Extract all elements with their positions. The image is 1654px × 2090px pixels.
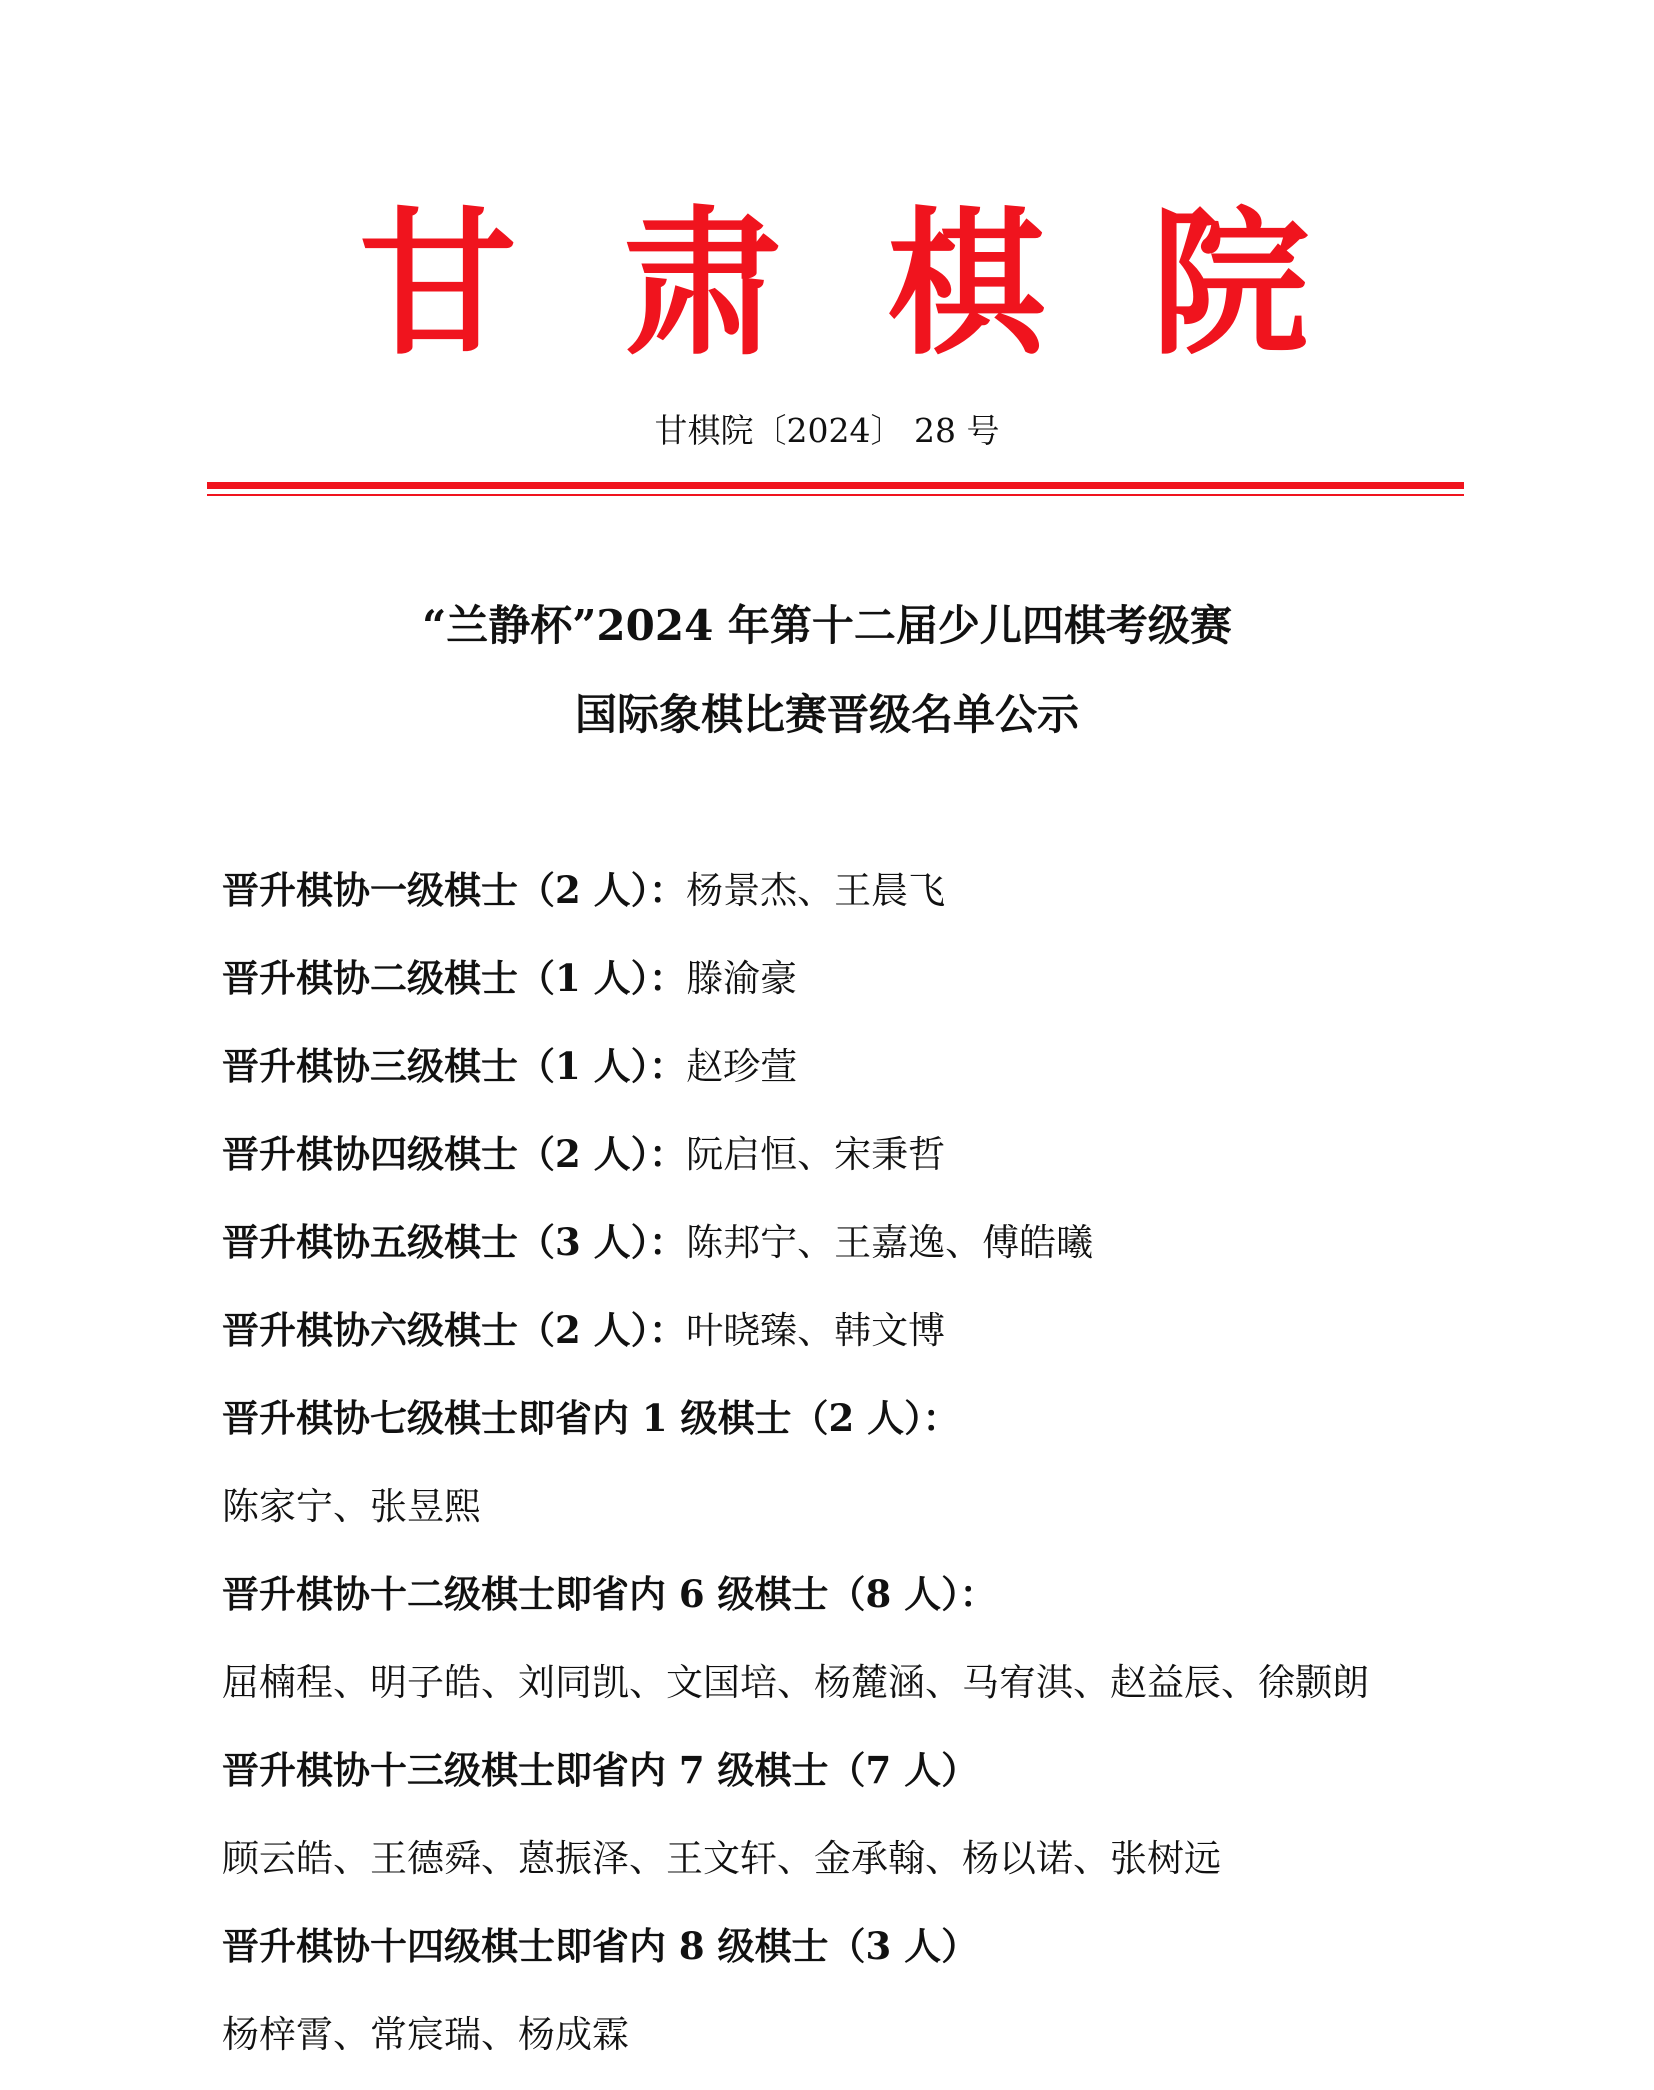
list-item <box>222 1826 1472 1914</box>
list-item <box>222 858 1472 946</box>
level-heading: 晋升棋协十四级棋士即省内 8 级棋士（3 人） <box>222 1924 979 1968</box>
level-heading: 晋升棋协六级棋士（2 人）： <box>222 1308 687 1352</box>
list-item <box>222 1474 1472 1562</box>
list-item <box>222 1650 1472 1738</box>
masthead-char-2: 肃 <box>623 192 781 377</box>
list-item <box>222 1562 1472 1650</box>
player-names: 阮启恒、宋秉哲 <box>686 1133 946 1176</box>
header-divider-thin <box>207 494 1464 496</box>
player-names: 滕渝豪 <box>686 957 798 1000</box>
level-heading: 晋升棋协五级棋士（3 人）： <box>222 1220 687 1264</box>
header-divider-thick <box>207 482 1464 489</box>
masthead-char-4: 院 <box>1151 192 1309 377</box>
document-title-line-2: 国际象棋比赛晋级名单公示 <box>574 690 1079 739</box>
masthead-char-1: 甘 <box>359 192 517 377</box>
level-heading: 晋升棋协七级棋士即省内 1 级棋士（2 人）： <box>222 1396 960 1440</box>
player-names: 陈邦宁、王嘉逸、傅皓曦 <box>686 1221 1094 1264</box>
player-names: 杨景杰、王晨飞 <box>686 869 946 912</box>
player-names: 杨梓霄、常宸瑞、杨成霖 <box>222 2013 629 2056</box>
list-item <box>222 2002 1472 2090</box>
player-names: 叶晓臻、韩文博 <box>686 1309 946 1352</box>
list-item <box>222 1034 1472 1122</box>
list-item <box>222 1914 1472 2002</box>
player-names: 赵珍萱 <box>686 1045 798 1088</box>
level-heading: 晋升棋协十三级棋士即省内 7 级棋士（7 人） <box>222 1748 979 1792</box>
player-names: 屈楠程、明子皓、刘同凯、文国培、杨麓涵、马宥淇、赵益辰、徐颢朗 <box>222 1661 1369 1704</box>
level-heading: 晋升棋协三级棋士（1 人）： <box>222 1044 687 1088</box>
level-heading: 晋升棋协四级棋士（2 人）： <box>222 1132 687 1176</box>
masthead-title <box>0 192 1654 377</box>
list-item <box>222 1122 1472 1210</box>
level-heading: 晋升棋协十二级棋士即省内 6 级棋士（8 人）： <box>222 1572 997 1616</box>
list-item <box>222 1386 1472 1474</box>
level-heading: 晋升棋协一级棋士（2 人）： <box>222 868 687 912</box>
player-names: 陈家宁、张昱熙 <box>222 1485 481 1528</box>
promotion-list <box>222 858 1472 2090</box>
player-names: 顾云皓、王德舜、蒽振泽、王文轩、金承翰、杨以诺、张树远 <box>222 1837 1221 1880</box>
list-item <box>222 946 1472 1034</box>
list-item <box>222 1210 1472 1298</box>
list-item <box>222 1738 1472 1826</box>
level-heading: 晋升棋协二级棋士（1 人）： <box>222 956 687 1000</box>
list-item <box>222 1298 1472 1386</box>
document-title-line-1: “兰静杯”2024 年第十二届少儿四棋考级赛 <box>422 601 1232 650</box>
document-number: 甘棋院〔2024〕 28 号 <box>654 411 1000 450</box>
masthead-char-3: 棋 <box>887 192 1045 377</box>
